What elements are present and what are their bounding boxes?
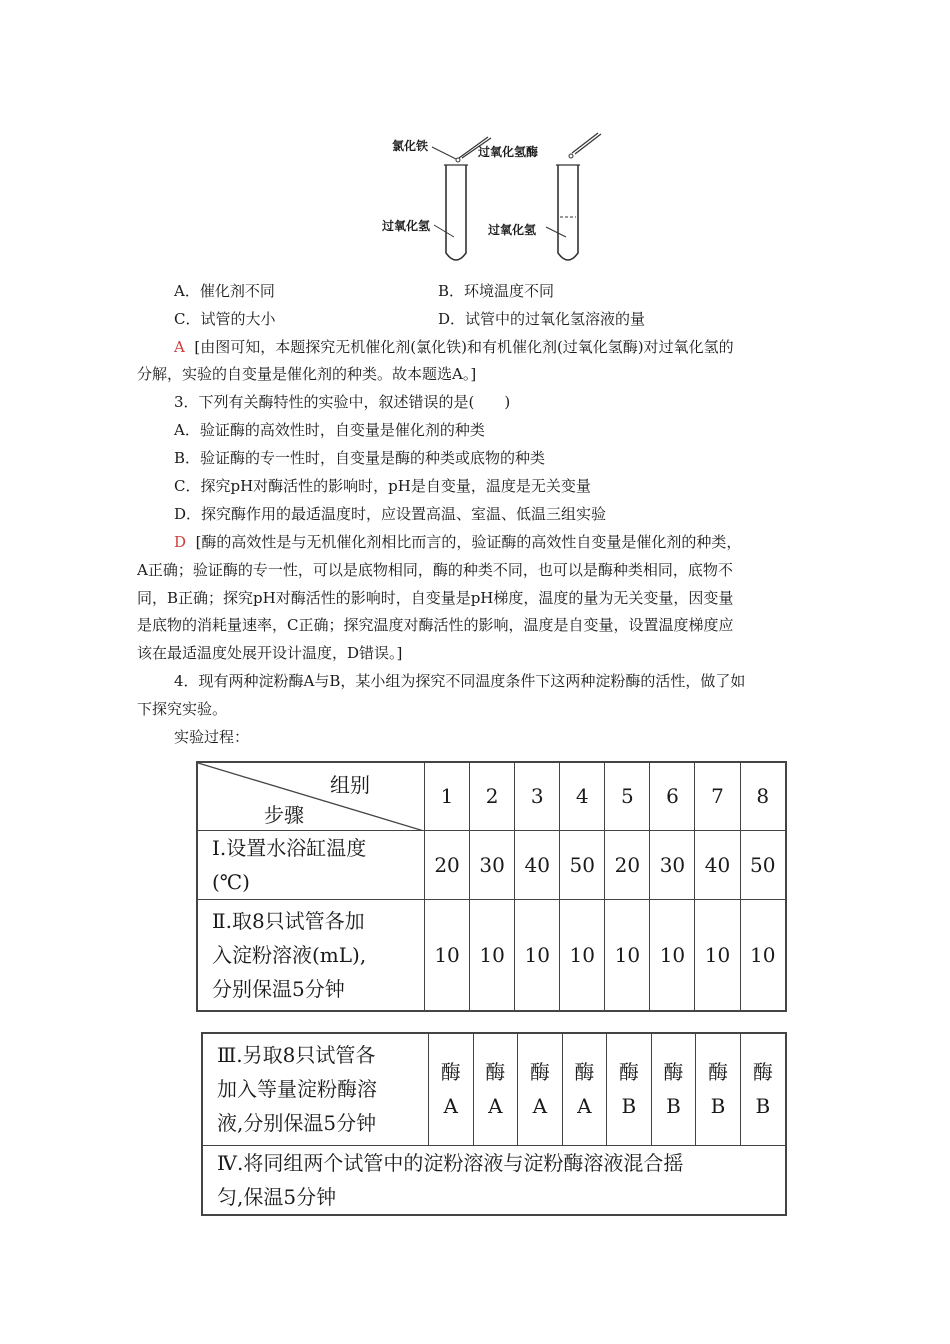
q3-explanation-line-1: [酶的高效性是与无机催化剂相比而言的，验证酶的高效性自变量是催化剂的种类， — [195, 533, 742, 551]
group-number: 8 — [740, 762, 786, 830]
header-group: 组别 — [330, 773, 370, 797]
step-4-line-1: Ⅳ.将同组两个试管中的淀粉溶液与淀粉酶溶液混合摇 — [217, 1150, 684, 1175]
q3-option-a: A．验证酶的高效性时，自变量是催化剂的种类 — [174, 421, 485, 439]
volume-value: 10 — [650, 899, 695, 1011]
enzyme-type: A — [532, 1094, 548, 1119]
diagonal-line — [198, 763, 424, 831]
q4-stem-line-1: 4．现有两种淀粉酶A与B，某小组为探究不同温度条件下这两种淀粉酶的活性，做了如 — [174, 672, 746, 690]
q3-explanation-line-3: 同，B正确；探究pH对酶活性的影响时，自变量是pH梯度，温度的量为无关变量，因变量 — [137, 589, 734, 607]
volume-value: 10 — [605, 899, 650, 1011]
q2-option-c: C．试管的大小 — [174, 310, 276, 328]
step-4-cell — [202, 1145, 786, 1215]
enzyme-cell — [740, 1033, 786, 1145]
step-2-line-3: 分别保温5分钟 — [212, 976, 345, 1001]
enzyme-type: B — [755, 1094, 771, 1119]
table-row — [197, 899, 786, 1011]
enzyme-type: A — [488, 1094, 503, 1119]
q3-explanation-line-2: A正确；验证酶的专一性，可以是底物相同，酶的种类不同，也可以是酶种类相同，底物不 — [137, 561, 733, 579]
enzyme-cell — [607, 1033, 652, 1145]
temperature-value: 30 — [470, 830, 515, 899]
step-3-cell — [202, 1033, 429, 1145]
enzyme-char: 酶 — [663, 1060, 684, 1085]
right-hydrogen-peroxide-label: 过氧化氢 — [488, 223, 537, 237]
volume-value: 10 — [515, 899, 560, 1011]
step-1-line-2: (℃) — [212, 869, 250, 894]
temperature-value: 40 — [515, 830, 560, 899]
q4-stem-line-2: 下探究实验。 — [137, 700, 228, 718]
step-3-line-1: Ⅲ.另取8只试管各 — [217, 1043, 376, 1068]
enzyme-char: 酶 — [485, 1060, 506, 1085]
temperature-value: 50 — [740, 830, 786, 899]
volume-value: 10 — [695, 899, 740, 1011]
enzyme-type: B — [666, 1094, 681, 1119]
q4-process-label: 实验过程： — [174, 728, 250, 746]
table-row — [197, 830, 786, 899]
step-3-line-3: 液,分别保温5分钟 — [217, 1111, 377, 1136]
q2-answer-line — [174, 337, 734, 357]
group-number: 5 — [605, 762, 650, 830]
enzyme-type: A — [577, 1094, 592, 1119]
catalase-label: 过氧化氢酶 — [478, 145, 539, 159]
temperature-value: 40 — [695, 830, 740, 899]
enzyme-type: B — [621, 1094, 637, 1119]
enzyme-cell — [518, 1033, 563, 1145]
table-header-row — [197, 762, 786, 830]
q3-option-c: C．探究pH对酶活性的影响时，pH是自变量，温度是无关变量 — [174, 477, 591, 495]
table-row — [202, 1145, 786, 1215]
temperature-value: 20 — [425, 830, 470, 899]
q3-explanation-line-4: 是底物的消耗量速率，C正确；探究温度对酶活性的影响，温度是自变量，设置温度梯度应 — [137, 616, 734, 634]
diagonal-header-cell — [197, 762, 425, 830]
temperature-value: 50 — [560, 830, 605, 899]
enzyme-char: 酶 — [440, 1060, 461, 1085]
volume-value: 10 — [470, 899, 515, 1011]
q3-explanation-line-5: 该在最适温度处展开设计温度，D错误。] — [137, 644, 403, 662]
table-row — [202, 1033, 786, 1145]
enzyme-cell — [473, 1033, 518, 1145]
q2-explanation-line-2: 分解，实验的自变量是催化剂的种类。故本题选A。] — [137, 365, 477, 383]
temperature-value: 20 — [605, 830, 650, 899]
enzyme-char: 酶 — [618, 1060, 639, 1085]
step-1-cell — [197, 830, 425, 899]
enzyme-cell — [429, 1033, 474, 1145]
volume-value: 10 — [740, 899, 786, 1011]
q3-option-b: B．验证酶的专一性时，自变量是酶的种类或底物的种类 — [174, 449, 546, 467]
q2-explanation-line-1: [由图可知，本题探究无机催化剂(氯化铁)和有机催化剂(过氧化氢酶)对过氧化氢的 — [194, 338, 734, 356]
group-number: 1 — [425, 762, 470, 830]
volume-value: 10 — [425, 899, 470, 1011]
enzyme-char: 酶 — [574, 1060, 595, 1085]
q3-stem: 3．下列有关酶特性的实验中，叙述错误的是( ) — [174, 393, 511, 411]
enzyme-type: B — [710, 1094, 726, 1119]
left-hydrogen-peroxide-label: 过氧化氢 — [382, 219, 431, 233]
q2-option-b: B．环境温度不同 — [438, 282, 555, 300]
step-3-line-2: 加入等量淀粉酶溶 — [217, 1077, 377, 1102]
q2-option-d: D．试管中的过氧化氢溶液的量 — [438, 310, 646, 328]
enzyme-char: 酶 — [529, 1060, 550, 1085]
experiment-table-2 — [201, 1032, 787, 1216]
volume-value: 10 — [560, 899, 605, 1011]
enzyme-type: A — [443, 1094, 458, 1119]
group-number: 3 — [515, 762, 560, 830]
q3-option-d: D．探究酶作用的最适温度时，应设置高温、室温、低温三组实验 — [174, 505, 607, 523]
enzyme-cell — [562, 1033, 607, 1145]
step-4-line-2: 匀,保温5分钟 — [217, 1184, 337, 1209]
header-step: 步骤 — [264, 803, 304, 827]
group-number: 4 — [560, 762, 605, 830]
q3-answer-line — [174, 532, 741, 552]
q3-answer: D — [174, 533, 187, 551]
group-number: 6 — [650, 762, 695, 830]
experiment-table-1 — [196, 761, 787, 1012]
enzyme-cell — [651, 1033, 696, 1145]
q2-answer: A — [174, 338, 185, 356]
q2-option-a: A．催化剂不同 — [174, 282, 275, 300]
enzyme-char: 酶 — [752, 1060, 773, 1085]
step-2-line-2: 入淀粉溶液(mL), — [212, 942, 367, 967]
enzyme-cell — [696, 1033, 741, 1145]
group-number: 7 — [695, 762, 740, 830]
ferric-chloride-label: 氯化铁 — [392, 139, 429, 153]
step-2-cell — [197, 899, 425, 1011]
group-number: 2 — [470, 762, 515, 830]
step-1-line-1: Ⅰ.设置水浴缸温度 — [212, 835, 367, 860]
step-2-line-1: Ⅱ.取8只试管各加 — [212, 908, 365, 933]
test-tube-figure — [370, 125, 630, 270]
enzyme-char: 酶 — [707, 1060, 728, 1085]
temperature-value: 30 — [650, 830, 695, 899]
